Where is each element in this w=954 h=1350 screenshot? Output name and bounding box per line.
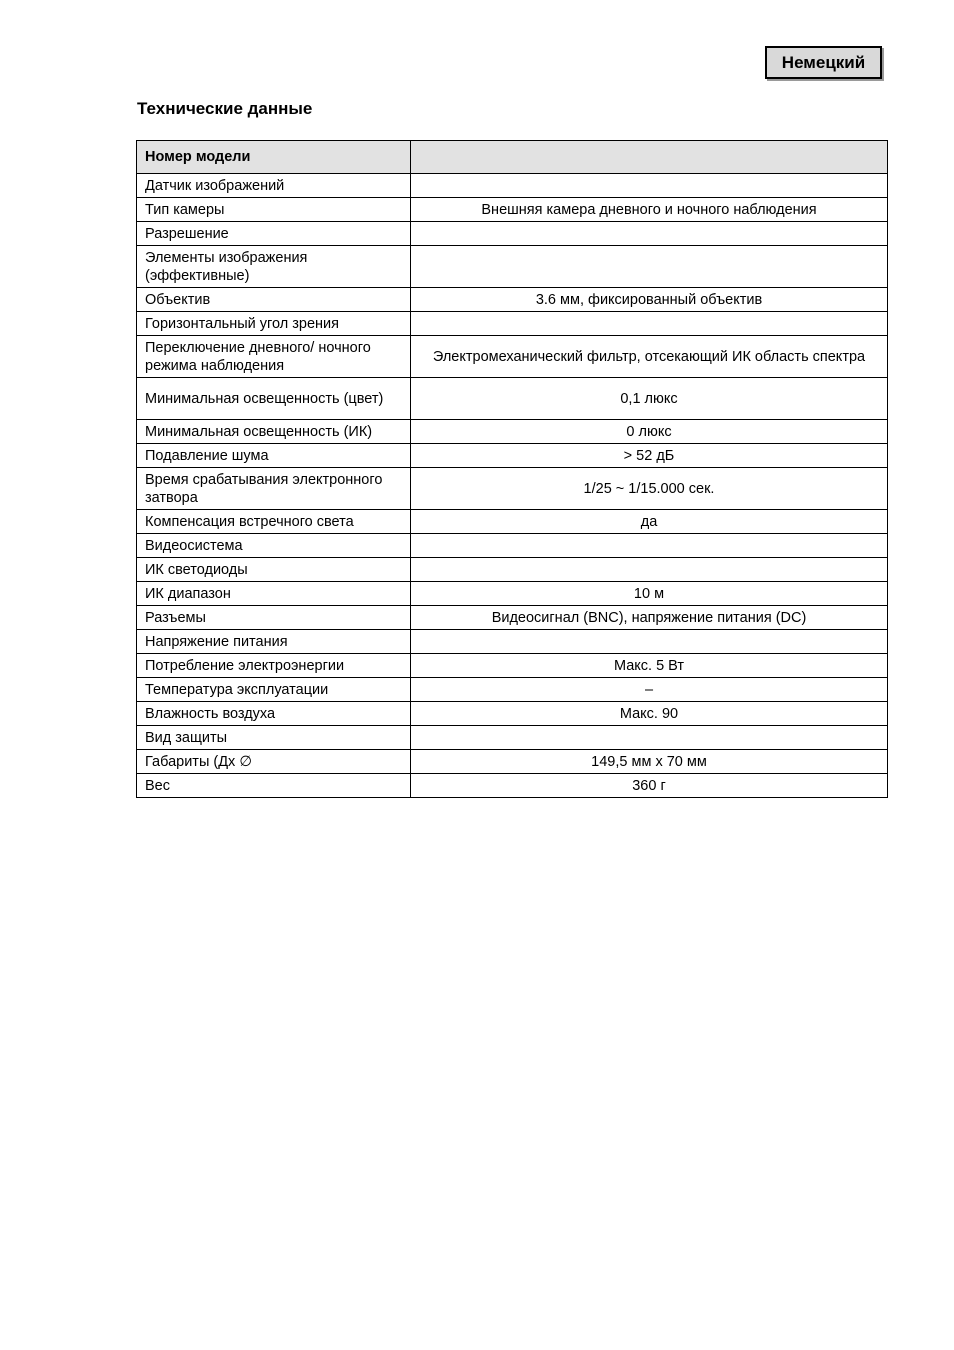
table-row [137, 582, 888, 606]
spec-label: ИК светодиоды [137, 558, 411, 582]
table-row [137, 726, 888, 750]
spec-label: Горизонтальный угол зрения [137, 312, 411, 336]
spec-label: Минимальная освещенность (ИК) [137, 420, 411, 444]
spec-value [411, 558, 888, 582]
spec-label: ИК диапазон [137, 582, 411, 606]
table-row [137, 678, 888, 702]
table-row [137, 630, 888, 654]
spec-label: Видеосистема [137, 534, 411, 558]
table-row [137, 510, 888, 534]
table-row [137, 606, 888, 630]
spec-label: Разрешение [137, 222, 411, 246]
table-row [137, 534, 888, 558]
spec-label: Минимальная освещенность (цвет) [137, 378, 411, 420]
spec-label: Вес [137, 774, 411, 798]
spec-label: Температура эксплуатации [137, 678, 411, 702]
header-value-cell [411, 141, 888, 174]
spec-value: 360 г [411, 774, 888, 798]
spec-value: 1/25 ~ 1/15.000 сек. [411, 468, 888, 510]
spec-value [411, 222, 888, 246]
table-row [137, 198, 888, 222]
spec-label: Влажность воздуха [137, 702, 411, 726]
spec-value: Макс. 90 [411, 702, 888, 726]
spec-label: Тип камеры [137, 198, 411, 222]
specs-table [136, 140, 888, 798]
spec-value: Внешняя камера дневного и ночного наблюдения [411, 198, 888, 222]
spec-value: – [411, 678, 888, 702]
table-row [137, 222, 888, 246]
spec-value: 149,5 мм x 70 мм [411, 750, 888, 774]
spec-label: Разъемы [137, 606, 411, 630]
spec-label: Датчик изображений [137, 174, 411, 198]
spec-value: да [411, 510, 888, 534]
table-row [137, 654, 888, 678]
table-header-row [137, 141, 888, 174]
language-badge: Немецкий [765, 46, 882, 79]
spec-value: Электромеханический фильтр, отсекающий ИК область спектра [411, 336, 888, 378]
spec-value [411, 534, 888, 558]
table-row [137, 558, 888, 582]
spec-label: Объектив [137, 288, 411, 312]
table-row [137, 750, 888, 774]
spec-value [411, 174, 888, 198]
spec-value: 0 люкс [411, 420, 888, 444]
table-row [137, 468, 888, 510]
spec-label: Компенсация встречного света [137, 510, 411, 534]
table-row [137, 420, 888, 444]
header-label-cell: Номер модели [137, 141, 411, 174]
table-row [137, 444, 888, 468]
spec-value [411, 630, 888, 654]
spec-label: Вид защиты [137, 726, 411, 750]
spec-value: 0,1 люкс [411, 378, 888, 420]
spec-label: Габариты (Дх ∅ [137, 750, 411, 774]
spec-value [411, 246, 888, 288]
spec-value [411, 726, 888, 750]
table-row [137, 174, 888, 198]
table-row [137, 312, 888, 336]
spec-label: Переключение дневного/ ночного режима наблюдения [137, 336, 411, 378]
table-row [137, 702, 888, 726]
spec-value: Видеосигнал (BNC), напряжение питания (DC) [411, 606, 888, 630]
table-row [137, 378, 888, 420]
spec-label: Время срабатывания электронного затвора [137, 468, 411, 510]
table-row [137, 774, 888, 798]
spec-value [411, 312, 888, 336]
spec-label: Подавление шума [137, 444, 411, 468]
table-row [137, 336, 888, 378]
table-row [137, 288, 888, 312]
spec-value: Макс. 5 Вт [411, 654, 888, 678]
spec-label: Потребление электроэнергии [137, 654, 411, 678]
spec-value: 3.6 мм, фиксированный объектив [411, 288, 888, 312]
spec-value: 10 м [411, 582, 888, 606]
spec-label: Напряжение питания [137, 630, 411, 654]
section-title: Технические данные [137, 99, 313, 118]
spec-value: > 52 дБ [411, 444, 888, 468]
table-row [137, 246, 888, 288]
spec-label: Элементы изображения (эффективные) [137, 246, 411, 288]
